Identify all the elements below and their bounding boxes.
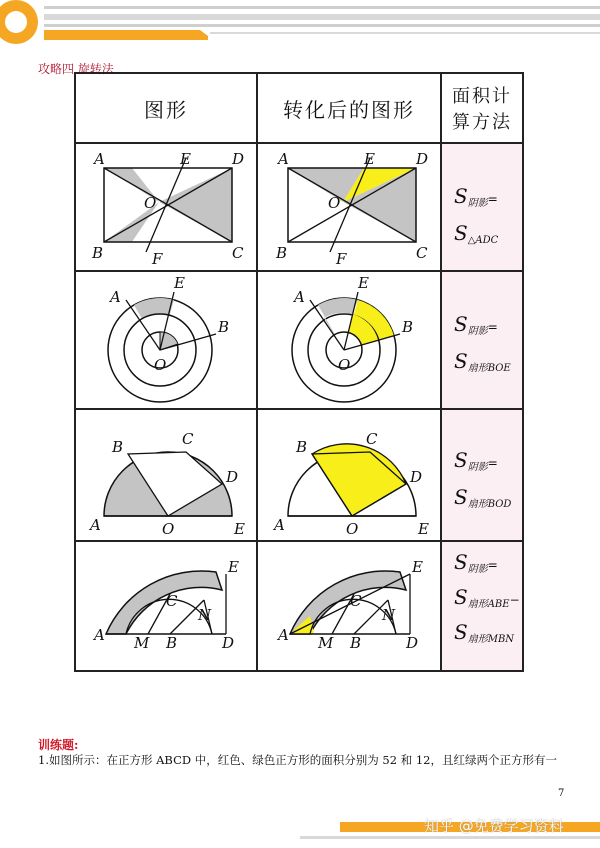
svg-text:B: B: [276, 244, 288, 262]
label-f: F: [152, 250, 163, 268]
label-b: B: [92, 244, 104, 262]
svg-text:O: O: [346, 520, 359, 538]
svg-text:B: B: [112, 438, 124, 456]
page-number: 7: [558, 788, 565, 799]
header-transformed: 转化后的图形: [283, 97, 415, 122]
label-e: E: [180, 150, 191, 168]
svg-text:O: O: [338, 356, 351, 374]
svg-text:D: D: [410, 468, 423, 486]
svg-text:B: B: [296, 438, 308, 456]
svg-text:D: D: [406, 634, 419, 652]
svg-text:E: E: [412, 558, 423, 576]
svg-text:A: A: [278, 626, 289, 644]
row2-formula: $S_{阴影}=$ $S_{扇形BOE}$: [454, 312, 511, 374]
svg-text:M: M: [318, 634, 334, 652]
row1-transformed-figure: [266, 146, 436, 268]
svg-text:A: A: [294, 288, 305, 306]
svg-text:D: D: [222, 634, 235, 652]
svg-text:E: E: [174, 274, 185, 292]
svg-text:A: A: [90, 516, 101, 534]
svg-text:C: C: [350, 592, 362, 610]
row3-original-figure: [82, 412, 252, 538]
svg-text:A: A: [94, 626, 105, 644]
svg-text:E: E: [418, 520, 429, 538]
svg-text:O: O: [328, 194, 341, 212]
svg-text:N: N: [382, 606, 396, 624]
svg-text:E: E: [228, 558, 239, 576]
row1-formula: $S_{阴影}=$ $S_{\triangle ADC}$: [454, 184, 499, 246]
svg-text:E: E: [234, 520, 245, 538]
svg-text:A: A: [278, 150, 289, 168]
watermark: 知乎 @免费学习资料: [424, 817, 564, 835]
svg-text:B: B: [402, 318, 414, 336]
svg-text:B: B: [350, 634, 362, 652]
svg-text:E: E: [364, 150, 375, 168]
row3-formula: $S_{阴影}=$ $S_{扇形BOD}$: [454, 448, 512, 510]
svg-text:O: O: [154, 356, 167, 374]
row1-original-figure: [82, 146, 252, 268]
svg-text:B: B: [218, 318, 230, 336]
method-table: [74, 72, 524, 672]
header-decoration: [0, 0, 600, 60]
practice-title: 训练题:: [38, 738, 79, 752]
svg-text:C: C: [366, 430, 378, 448]
row2-transformed-figure: [266, 274, 436, 406]
label-c: C: [232, 244, 244, 262]
svg-text:A: A: [274, 516, 285, 534]
row4-original-figure: [82, 544, 252, 668]
svg-text:F: F: [336, 250, 347, 268]
svg-text:D: D: [226, 468, 239, 486]
svg-text:C: C: [416, 244, 428, 262]
row2-original-figure: [82, 274, 252, 406]
svg-text:C: C: [182, 430, 194, 448]
svg-text:E: E: [358, 274, 369, 292]
label-a: A: [94, 150, 105, 168]
header-figure: 图形: [144, 97, 188, 122]
svg-text:O: O: [162, 520, 175, 538]
label-o: O: [144, 194, 157, 212]
row4-transformed-figure: [266, 544, 436, 668]
label-d: D: [232, 150, 245, 168]
svg-text:D: D: [416, 150, 429, 168]
svg-text:C: C: [166, 592, 178, 610]
svg-text:A: A: [110, 288, 121, 306]
svg-text:B: B: [166, 634, 178, 652]
section-title: 攻略四 旋转法: [38, 62, 114, 76]
row4-formula: $S_{阴影}=$ $S_{扇形ABE}-$ $S_{扇形MBN}$: [454, 550, 520, 645]
row3-transformed-figure: [266, 412, 436, 538]
practice-question: 1.如图所示：在正方形 ABCD 中，红色、绿色正方形的面积分别为 52 和 12，且红绿两个正方形有一: [38, 753, 558, 767]
header-method: 面积计 算方法: [452, 86, 512, 133]
svg-text:M: M: [134, 634, 150, 652]
svg-text:N: N: [198, 606, 212, 624]
